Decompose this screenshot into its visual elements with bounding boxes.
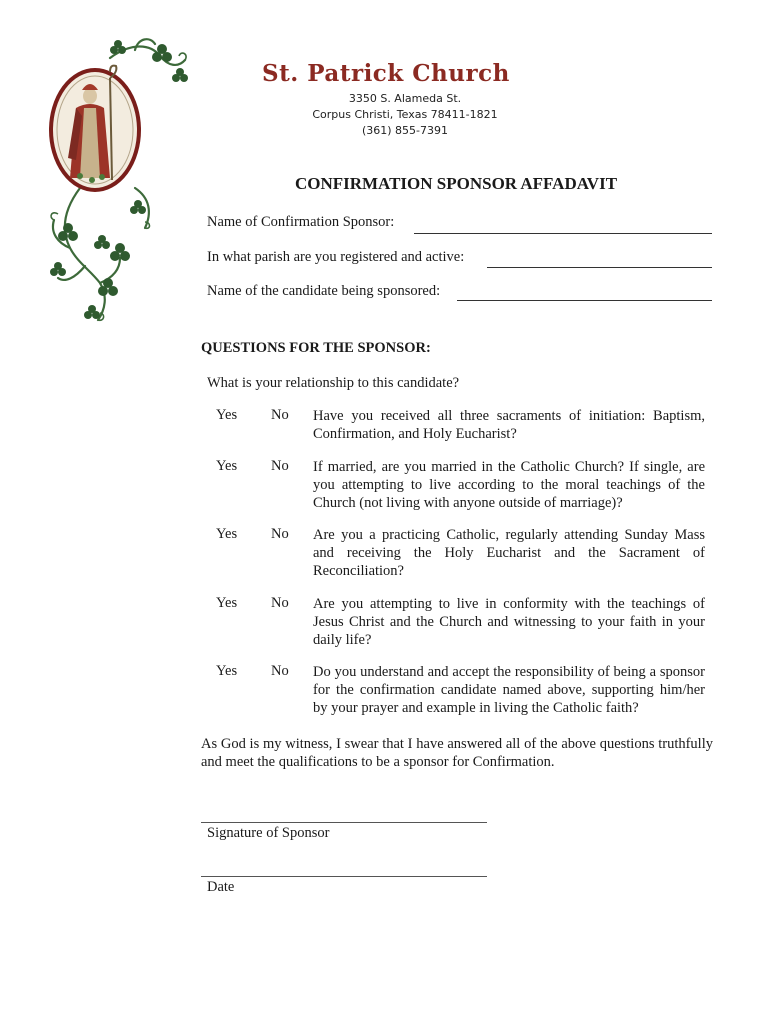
date-label: Date bbox=[207, 879, 235, 895]
question-text: Are you a practicing Catholic, regularly attending Sunday Mass and receiving the Holy Eucharist and the Sacrament of Reconciliation? bbox=[313, 527, 705, 579]
candidate-name-label: Name of the candidate being sponsored: bbox=[207, 283, 441, 299]
address-line-1: 3350 S. Alameda St. bbox=[348, 92, 462, 105]
relationship-question: What is your relationship to this candidate? bbox=[207, 375, 460, 391]
address-line-2: Corpus Christi, Texas 78411-1821 bbox=[312, 108, 498, 121]
no-option[interactable]: No bbox=[271, 458, 289, 474]
question-text: Are you attempting to live in conformity with the teachings of Jesus Christ and the Church and witnessing to your faith in your daily life? bbox=[313, 596, 705, 648]
no-option[interactable]: No bbox=[271, 407, 289, 423]
yes-option[interactable]: Yes bbox=[216, 663, 238, 679]
phone-number: (361) 855-7391 bbox=[361, 124, 449, 137]
parish-field[interactable] bbox=[487, 267, 712, 268]
question-text: Do you understand and accept the responsibility of being a sponsor for the confirmation candidate named above, supporting him/her by your prayer and example in living the Catholic faith? bbox=[313, 664, 705, 716]
parish-label: In what parish are you registered and active: bbox=[207, 249, 465, 265]
no-option[interactable]: No bbox=[271, 595, 289, 611]
yes-option[interactable]: Yes bbox=[216, 526, 238, 542]
oath-statement: As God is my witness, I swear that I have answered all of the above questions truthfully and meet the qualifications to be a sponsor for Confirmation. bbox=[201, 736, 713, 770]
sponsor-name-label: Name of Confirmation Sponsor: bbox=[207, 214, 395, 230]
date-line[interactable] bbox=[201, 876, 487, 877]
candidate-name-field[interactable] bbox=[457, 300, 712, 301]
signature-label: Signature of Sponsor bbox=[207, 825, 330, 841]
yes-option[interactable]: Yes bbox=[216, 407, 238, 423]
question-text: If married, are you married in the Catholic Church? If single, are you attempting to live according to the moral teachings of the Church (not living with anyone outside of marriage)? bbox=[313, 459, 705, 511]
st-patrick-ornament-icon bbox=[40, 38, 190, 328]
church-name: St. Patrick Church bbox=[262, 60, 510, 87]
sponsor-name-field[interactable] bbox=[414, 233, 712, 234]
section-heading: QUESTIONS FOR THE SPONSOR: bbox=[201, 340, 431, 356]
document-title: CONFIRMATION SPONSOR AFFADAVIT bbox=[294, 174, 618, 193]
no-option[interactable]: No bbox=[271, 663, 289, 679]
signature-line[interactable] bbox=[201, 822, 487, 823]
question-text: Have you received all three sacraments of initiation: Baptism, Confirmation, and Holy Eucharist? bbox=[313, 408, 705, 442]
yes-option[interactable]: Yes bbox=[216, 595, 238, 611]
yes-option[interactable]: Yes bbox=[216, 458, 238, 474]
no-option[interactable]: No bbox=[271, 526, 289, 542]
